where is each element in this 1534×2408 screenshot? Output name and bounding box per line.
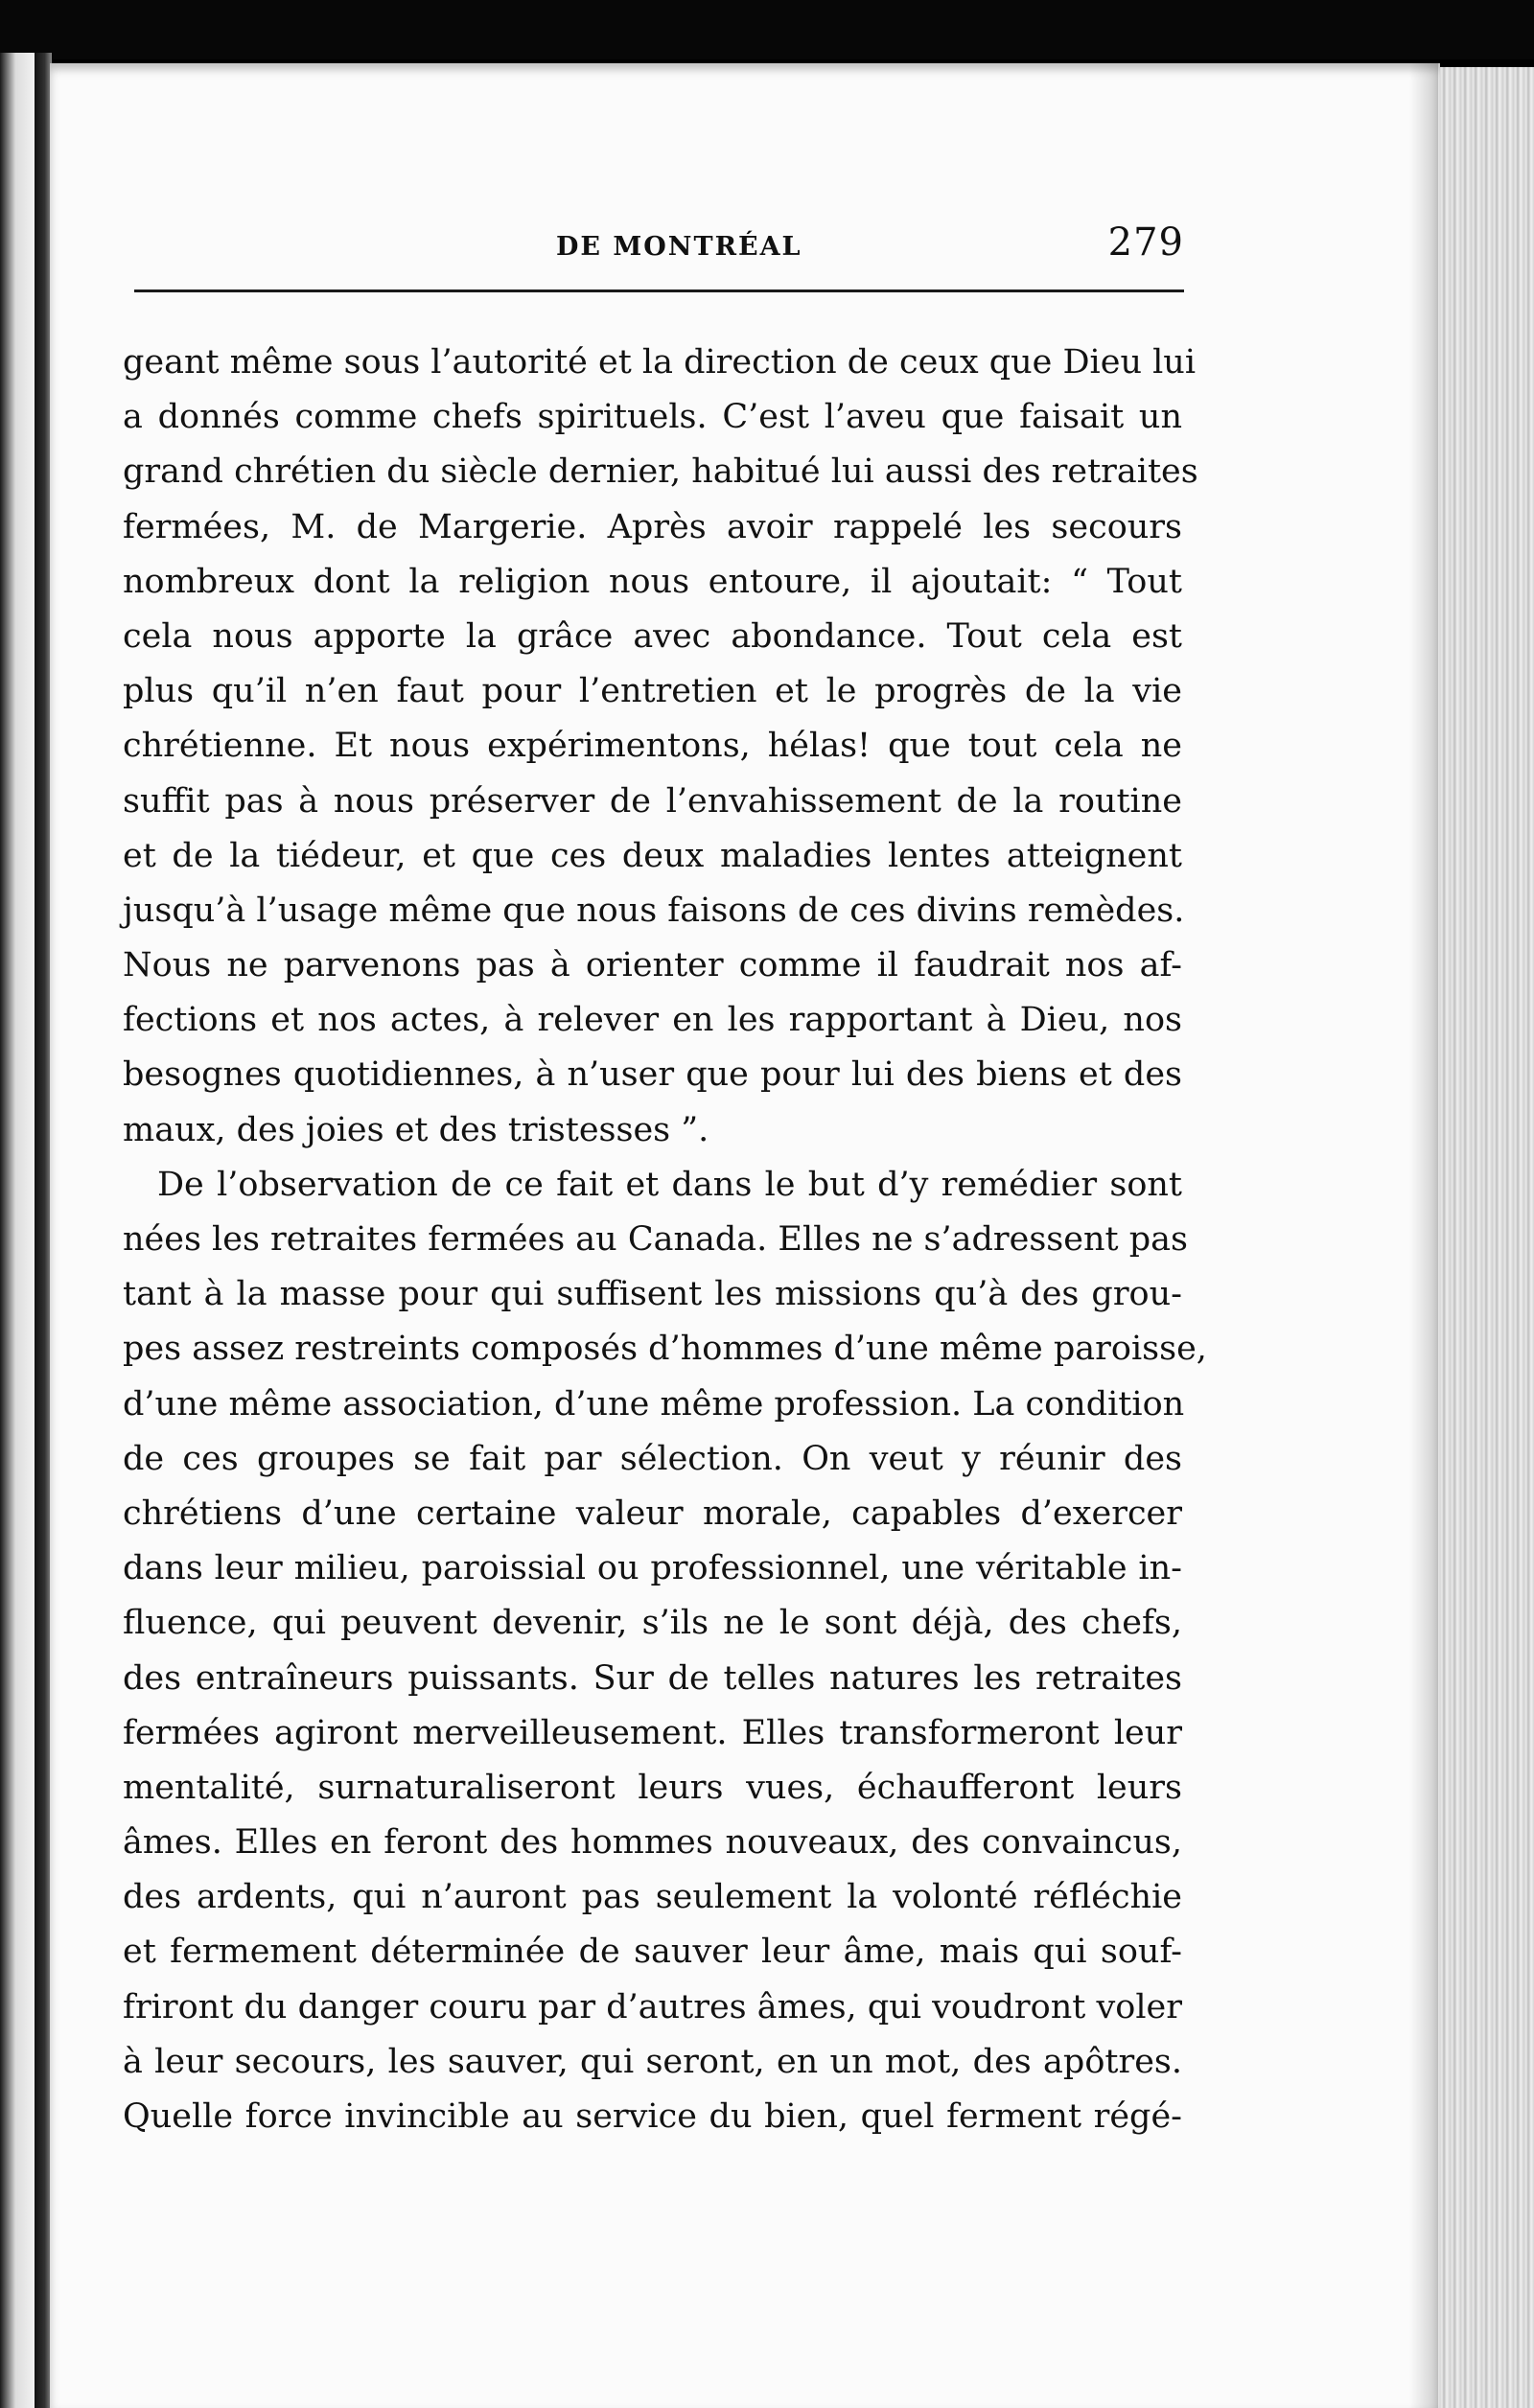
body-text	[123, 336, 1207, 2144]
text-line: friront du danger couru par d’autres âmes, qui voudront voler	[123, 1987, 1182, 2026]
text-line: fections et nos actes, à relever en les rapportant à Dieu, nos	[123, 1001, 1182, 1040]
text-line: fluence, qui peuvent devenir, s’ils ne le sont déjà, des chefs,	[123, 1604, 1182, 1643]
text-line: et fermement déterminée de sauver leur âme, mais qui souf-	[123, 1933, 1182, 1972]
page-edge-shadow	[1409, 63, 1438, 2408]
text-line: de ces groupes se fait par sélection. On veut y réunir des	[123, 1439, 1182, 1478]
text-line: pes assez restreints composés d’hommes d’une même paroisse,	[123, 1330, 1207, 1369]
previous-page-edge	[0, 53, 35, 2408]
film-border-top	[0, 0, 1534, 59]
text-line: tant à la masse pour qui suffisent les missions qu’à des grou-	[123, 1275, 1182, 1314]
text-line: cela nous apporte la grâce avec abondance. Tout cela est	[123, 616, 1182, 656]
text-line: chrétienne. Et nous expérimentons, hélas! que tout cela ne	[123, 727, 1182, 766]
text-line: chrétiens d’une certaine valeur morale, capables d’exercer	[123, 1493, 1182, 1533]
text-line: mentalité, surnaturaliseront leurs vues, échaufferont leurs	[123, 1768, 1182, 1807]
text-line-paragraph-end: maux, des joies et des tristesses ”.	[123, 1110, 709, 1149]
text-line: et de la tiédeur, et que ces deux maladies lentes atteignent	[123, 836, 1182, 875]
page-number: 279	[1107, 220, 1184, 265]
text-line: a donnés comme chefs spirituels. C’est l’aveu que faisait un	[123, 398, 1182, 437]
text-line: fermées agiront merveilleusement. Elles transformeront leur	[123, 1713, 1182, 1752]
text-line: geant même sous l’autorité et la direction de ceux que Dieu lui	[123, 343, 1197, 382]
text-line: Nous ne parvenons pas à orienter comme il faudrait nos af-	[123, 946, 1182, 985]
text-line: nombreux dont la religion nous entoure, il ajoutait: “ Tout	[123, 562, 1182, 601]
text-line-paragraph-start: De l’observation de ce fait et dans le but d’y remédier sont	[157, 1165, 1182, 1204]
text-line: âmes. Elles en feront des hommes nouveaux, des convaincus,	[123, 1823, 1182, 1863]
book-page-stack-edge	[1429, 67, 1534, 2408]
text-line: nées les retraites fermées au Canada. Elles ne s’adressent pas	[123, 1220, 1188, 1259]
text-line: des ardents, qui n’auront pas seulement la volonté réfléchie	[123, 1878, 1182, 1917]
text-line: fermées, M. de Margerie. Après avoir rappelé les secours	[123, 507, 1182, 546]
text-line: des entraîneurs puissants. Sur de telles natures les retraites	[123, 1658, 1182, 1698]
text-line: besognes quotidiennes, à n’user que pour lui des biens et des	[123, 1055, 1182, 1095]
header-rule	[134, 289, 1184, 292]
text-line: grand chrétien du siècle dernier, habitué lui aussi des retraites	[123, 452, 1198, 492]
text-line: plus qu’il n’en faut pour l’entretien et le progrès de la vie	[123, 672, 1182, 711]
text-line: à leur secours, les sauver, qui seront, en un mot, des apôtres.	[123, 2042, 1182, 2081]
running-head-title: DE MONTRÉAL	[556, 232, 802, 262]
text-line: suffit pas à nous préserver de l’envahissement de la routine	[123, 781, 1182, 821]
text-line: d’une même association, d’une même profession. La condition	[123, 1384, 1185, 1424]
text-line: jusqu’à l’usage même que nous faisons de ces divins remèdes.	[123, 891, 1185, 930]
text-line: dans leur milieu, paroissial ou professionnel, une véritable in-	[123, 1549, 1182, 1588]
running-head	[134, 220, 1184, 278]
text-line: Quelle force invincible au service du bien, quel ferment régé-	[123, 2097, 1182, 2136]
